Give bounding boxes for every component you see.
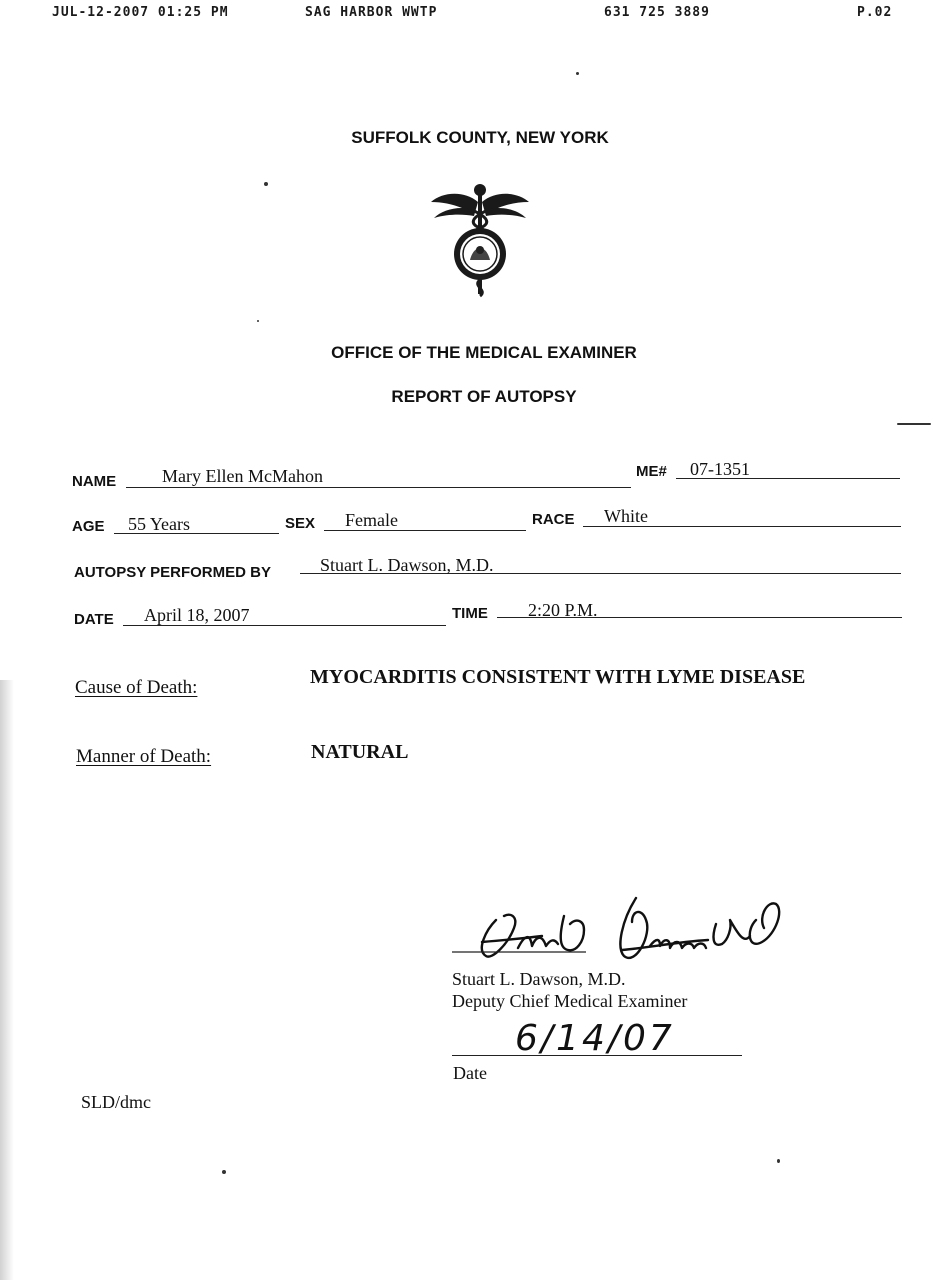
me-number-label: ME# <box>636 463 667 480</box>
cause-of-death-value: MYOCARDITIS CONSISTENT WITH LYME DISEASE <box>310 666 806 688</box>
name-line <box>126 487 631 488</box>
typist-initials: SLD/dmc <box>81 1092 151 1112</box>
me-number-value: 07-1351 <box>690 459 750 479</box>
sex-value: Female <box>345 510 398 530</box>
scan-speck <box>222 1170 226 1174</box>
scan-speck <box>777 1159 780 1163</box>
report-title: REPORT OF AUTOPSY <box>391 387 577 406</box>
fax-phone: 631 725 3889 <box>604 5 710 20</box>
sex-label: SEX <box>285 515 316 532</box>
manner-of-death-label: Manner of Death: <box>76 746 212 767</box>
time-value: 2:20 P.M. <box>528 600 598 620</box>
age-value: 55 Years <box>128 514 191 534</box>
fax-datetime: JUL-12-2007 01:25 PM <box>52 5 229 20</box>
name-value: Mary Ellen McMahon <box>162 466 323 486</box>
performed-by-value: Stuart L. Dawson, M.D. <box>320 555 494 575</box>
age-label: AGE <box>72 518 105 535</box>
scan-edge-shadow <box>0 680 14 1280</box>
scan-speck <box>897 423 931 425</box>
signer-name: Stuart L. Dawson, M.D. <box>452 969 626 989</box>
scan-speck <box>576 72 579 75</box>
time-label: TIME <box>452 605 488 622</box>
county-heading: SUFFOLK COUNTY, NEW YORK <box>351 128 609 147</box>
medical-examiner-seal-icon <box>428 180 532 300</box>
performed-by-label: AUTOPSY PERFORMED BY <box>74 564 271 581</box>
manner-of-death-value: NATURAL <box>311 741 409 763</box>
race-value: White <box>604 506 648 526</box>
fax-page-number: P.02 <box>857 5 893 20</box>
office-heading: OFFICE OF THE MEDICAL EXAMINER <box>331 343 637 362</box>
handwritten-signature <box>446 890 796 970</box>
scan-speck <box>257 320 259 322</box>
signed-date-handwritten: 6/14/07 <box>515 1018 675 1059</box>
name-label: NAME <box>72 473 117 490</box>
fax-sender: SAG HARBOR WWTP <box>305 5 438 20</box>
race-label: RACE <box>532 511 575 528</box>
date-value: April 18, 2007 <box>144 605 250 625</box>
signer-title: Deputy Chief Medical Examiner <box>452 991 688 1011</box>
cause-of-death-label: Cause of Death: <box>75 677 198 698</box>
signed-date-label: Date <box>453 1063 487 1083</box>
date-label: DATE <box>74 611 114 628</box>
scan-speck <box>264 182 268 186</box>
